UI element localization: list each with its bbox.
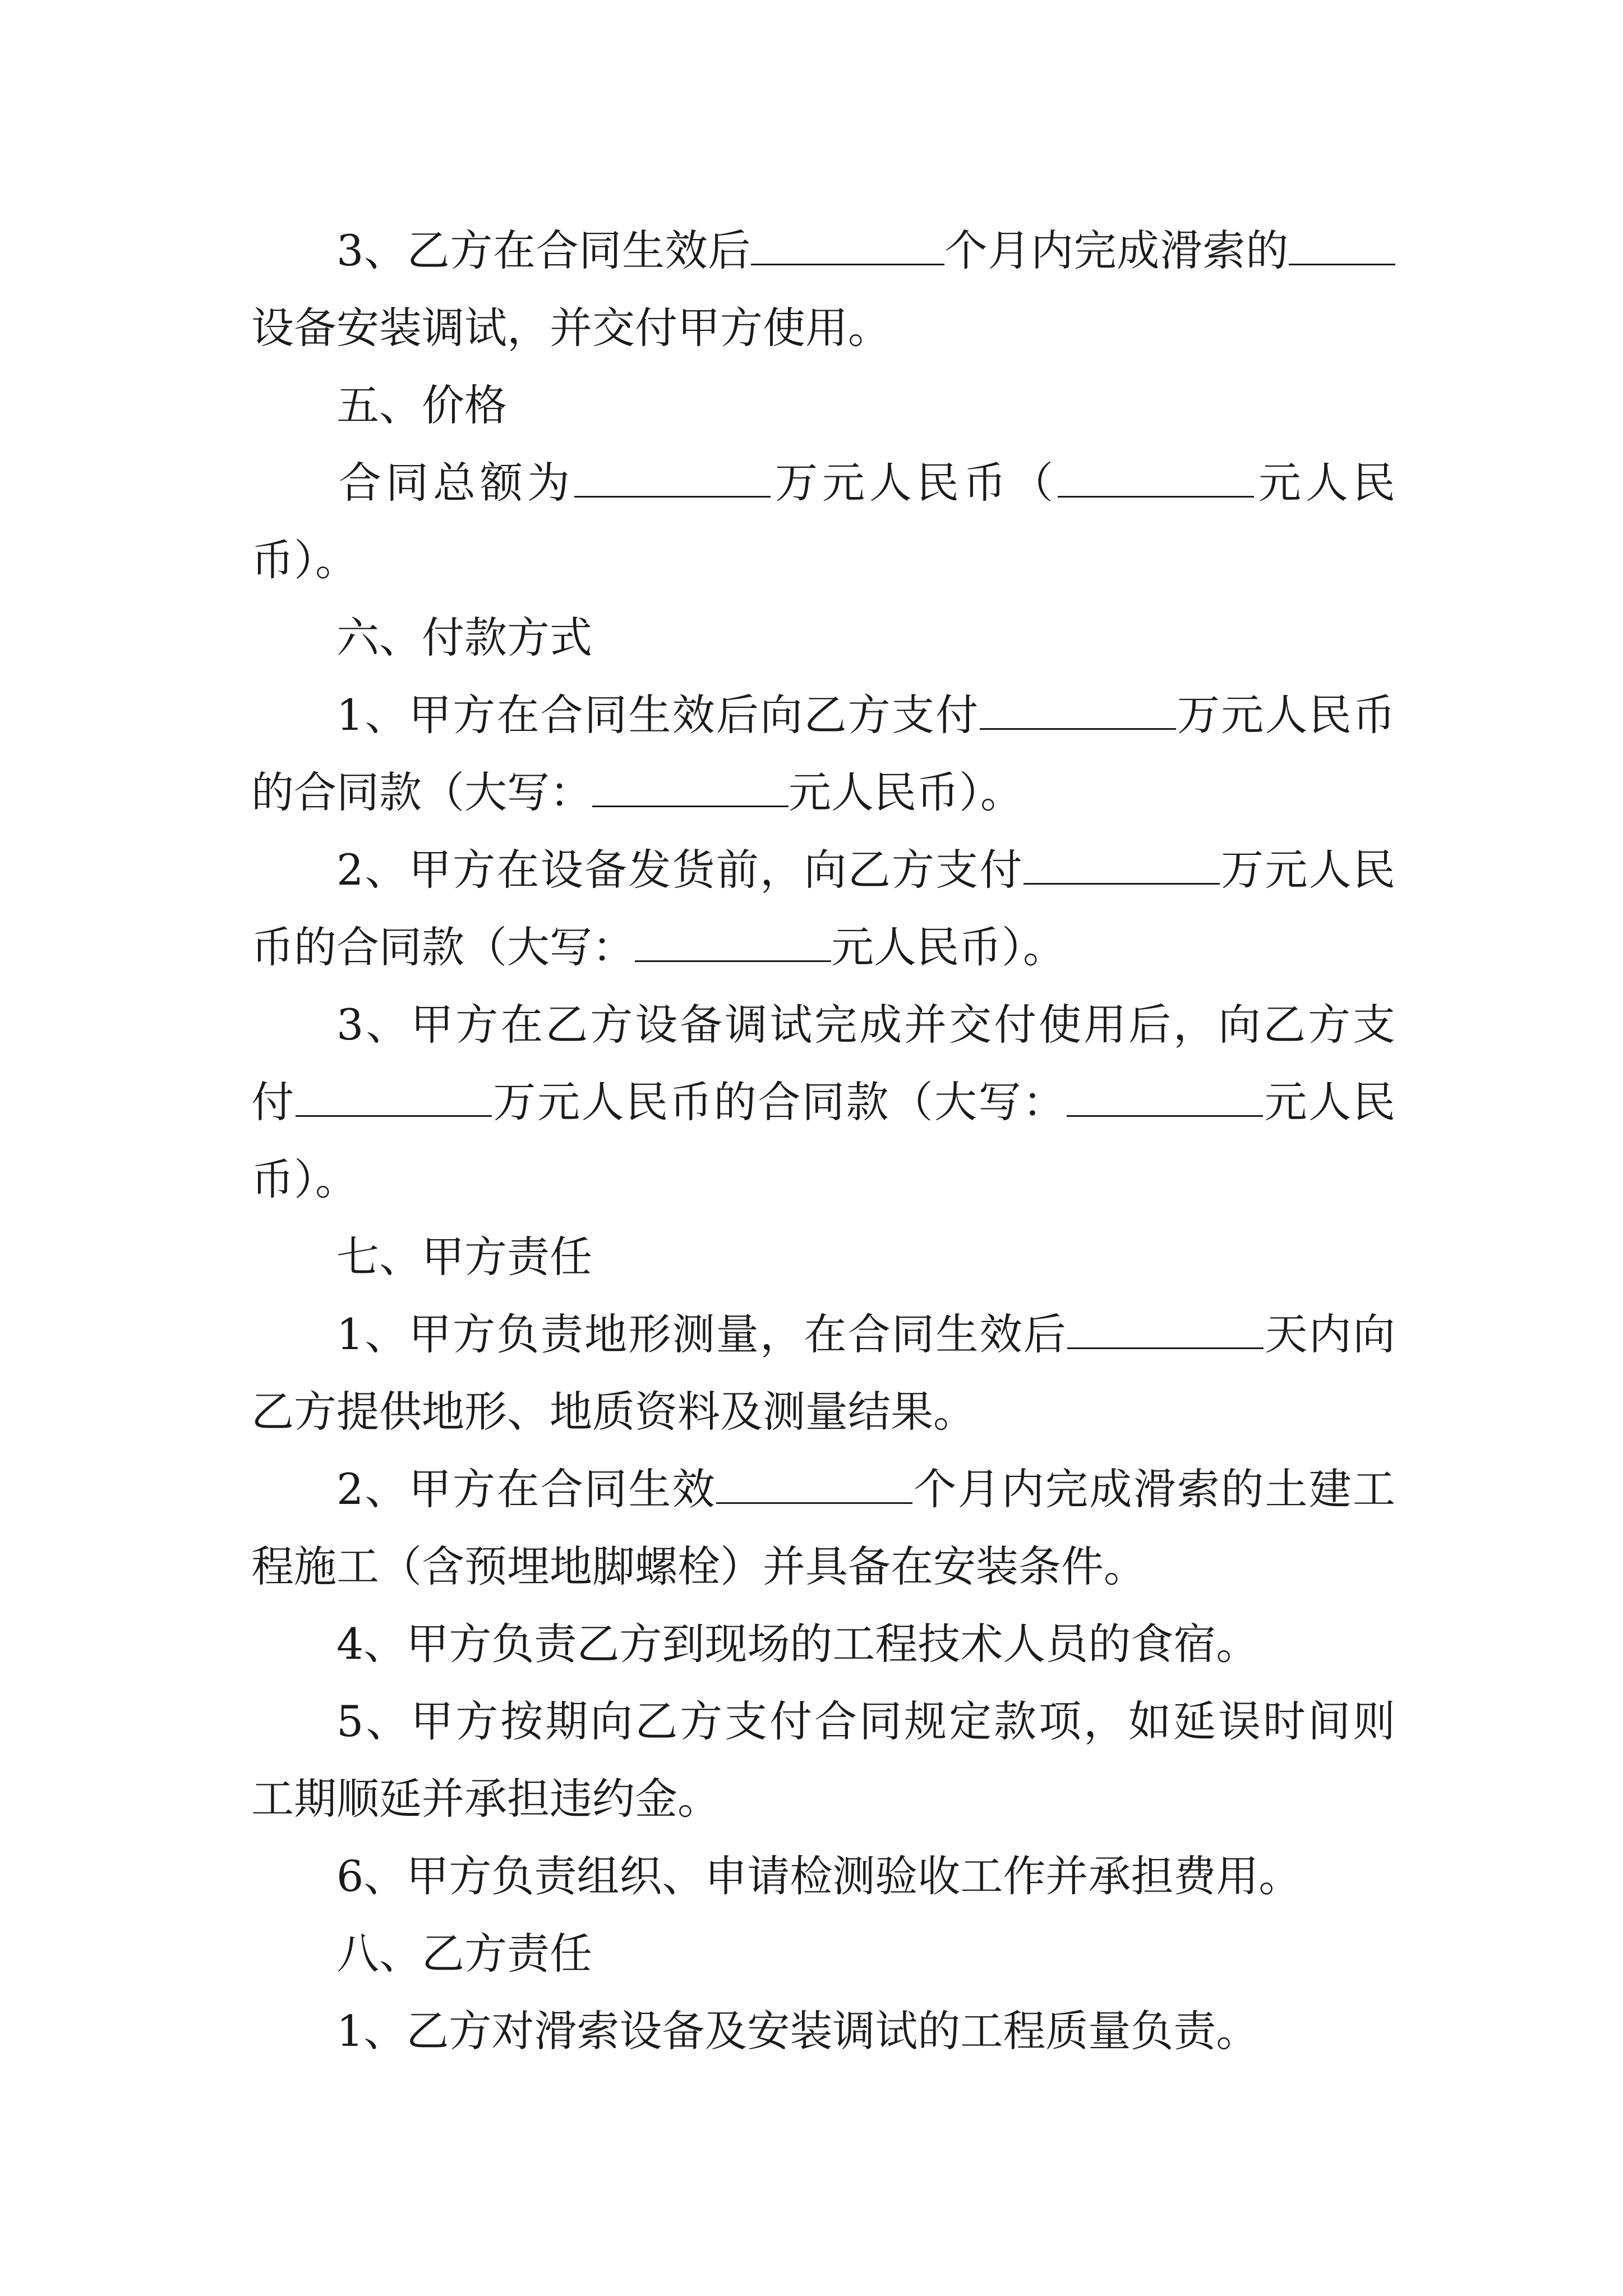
price-line1	[251, 444, 1395, 522]
party-a-5-line1: 5、甲方按期向乙方支付合同规定款项，如延误时间则	[336, 1696, 1395, 1746]
text: 元人民币）。	[789, 767, 1023, 817]
section-heading-price: 五、价格	[336, 380, 507, 430]
payment-3-line3: 币）。	[251, 1154, 358, 1204]
text: 付	[251, 1077, 296, 1127]
payment-3-line1: 3、甲方在乙方设备调试完成并交付使用后，向乙方支	[336, 1000, 1395, 1050]
text: 万元人民币	[1175, 690, 1395, 740]
price-line2: 币）。	[251, 535, 358, 585]
payment-2-line1	[251, 831, 1395, 909]
blank-payment1-wan	[980, 691, 1176, 730]
text: 币的合同款（大写：	[251, 922, 635, 972]
blank-payment1-yuan	[592, 769, 789, 807]
blank-months	[751, 227, 944, 265]
party-a-1-line1	[251, 1296, 1395, 1373]
payment-3-line2	[251, 1064, 1395, 1141]
party-a-5-line2: 工期顺延并承担违约金。	[251, 1774, 720, 1824]
text: 元人民币）。	[831, 922, 1066, 972]
section-heading-party-a: 七、甲方责任	[336, 1232, 592, 1282]
blank-equipment	[1289, 227, 1395, 265]
party-a-6: 6、甲方负责组织、申请检测验收工作并承担费用。	[336, 1851, 1302, 1901]
blank-construction-months	[716, 1465, 912, 1504]
section-heading-payment: 六、付款方式	[336, 613, 592, 662]
text: 个月内完成滑索的	[944, 226, 1289, 275]
text: 2、甲方在合同生效	[336, 1464, 716, 1514]
text: 元人民	[1254, 458, 1395, 508]
text: 个月内完成滑索的土建工	[912, 1464, 1395, 1514]
party-a-4: 4、甲方负责乙方到现场的工程技术人员的食宿。	[336, 1619, 1259, 1669]
blank-payment3-yuan	[1067, 1078, 1263, 1117]
text: 3、乙方在合同生效后	[336, 226, 751, 275]
party-b-1: 1、乙方对滑索设备及安装调试的工程质量负责。	[336, 2006, 1259, 2056]
text: 1、甲方负责地形测量，在合同生效后	[336, 1309, 1068, 1359]
text: 1、甲方在合同生效后向乙方支付	[336, 690, 980, 740]
party-a-1-line2: 乙方提供地形、地质资料及测量结果。	[251, 1387, 976, 1437]
blank-total-wan	[574, 459, 771, 498]
text: 万元人民	[1219, 845, 1395, 895]
blank-total-yuan	[1058, 459, 1254, 498]
payment-2-line2	[251, 909, 1395, 986]
party-a-2-line2: 程施工（含预埋地脚螺栓）并具备在安装条件。	[251, 1542, 1146, 1591]
payment-1-line2	[251, 754, 1395, 831]
contract-page	[251, 212, 1395, 2070]
blank-payment2-yuan	[635, 923, 831, 962]
party-a-2-line1	[251, 1451, 1395, 1528]
text: 的合同款（大写：	[251, 767, 592, 817]
text: 元人民	[1263, 1077, 1395, 1127]
clause-4-3-line2: 设备安装调试，并交付甲方使用。	[251, 303, 891, 353]
text: 2、甲方在设备发货前，向乙方支付	[336, 845, 1023, 895]
section-heading-party-b: 八、乙方责任	[336, 1929, 592, 1978]
payment-1-line1	[251, 677, 1395, 754]
blank-payment3-wan	[296, 1078, 492, 1117]
clause-4-3-line1	[251, 212, 1395, 289]
text: 万元人民币（	[771, 458, 1058, 508]
text: 万元人民币的合同款（大写：	[491, 1077, 1067, 1127]
blank-survey-days	[1067, 1310, 1264, 1349]
text: 天内向	[1264, 1309, 1395, 1359]
blank-payment2-wan	[1023, 846, 1220, 885]
text: 合同总额为	[339, 458, 574, 508]
